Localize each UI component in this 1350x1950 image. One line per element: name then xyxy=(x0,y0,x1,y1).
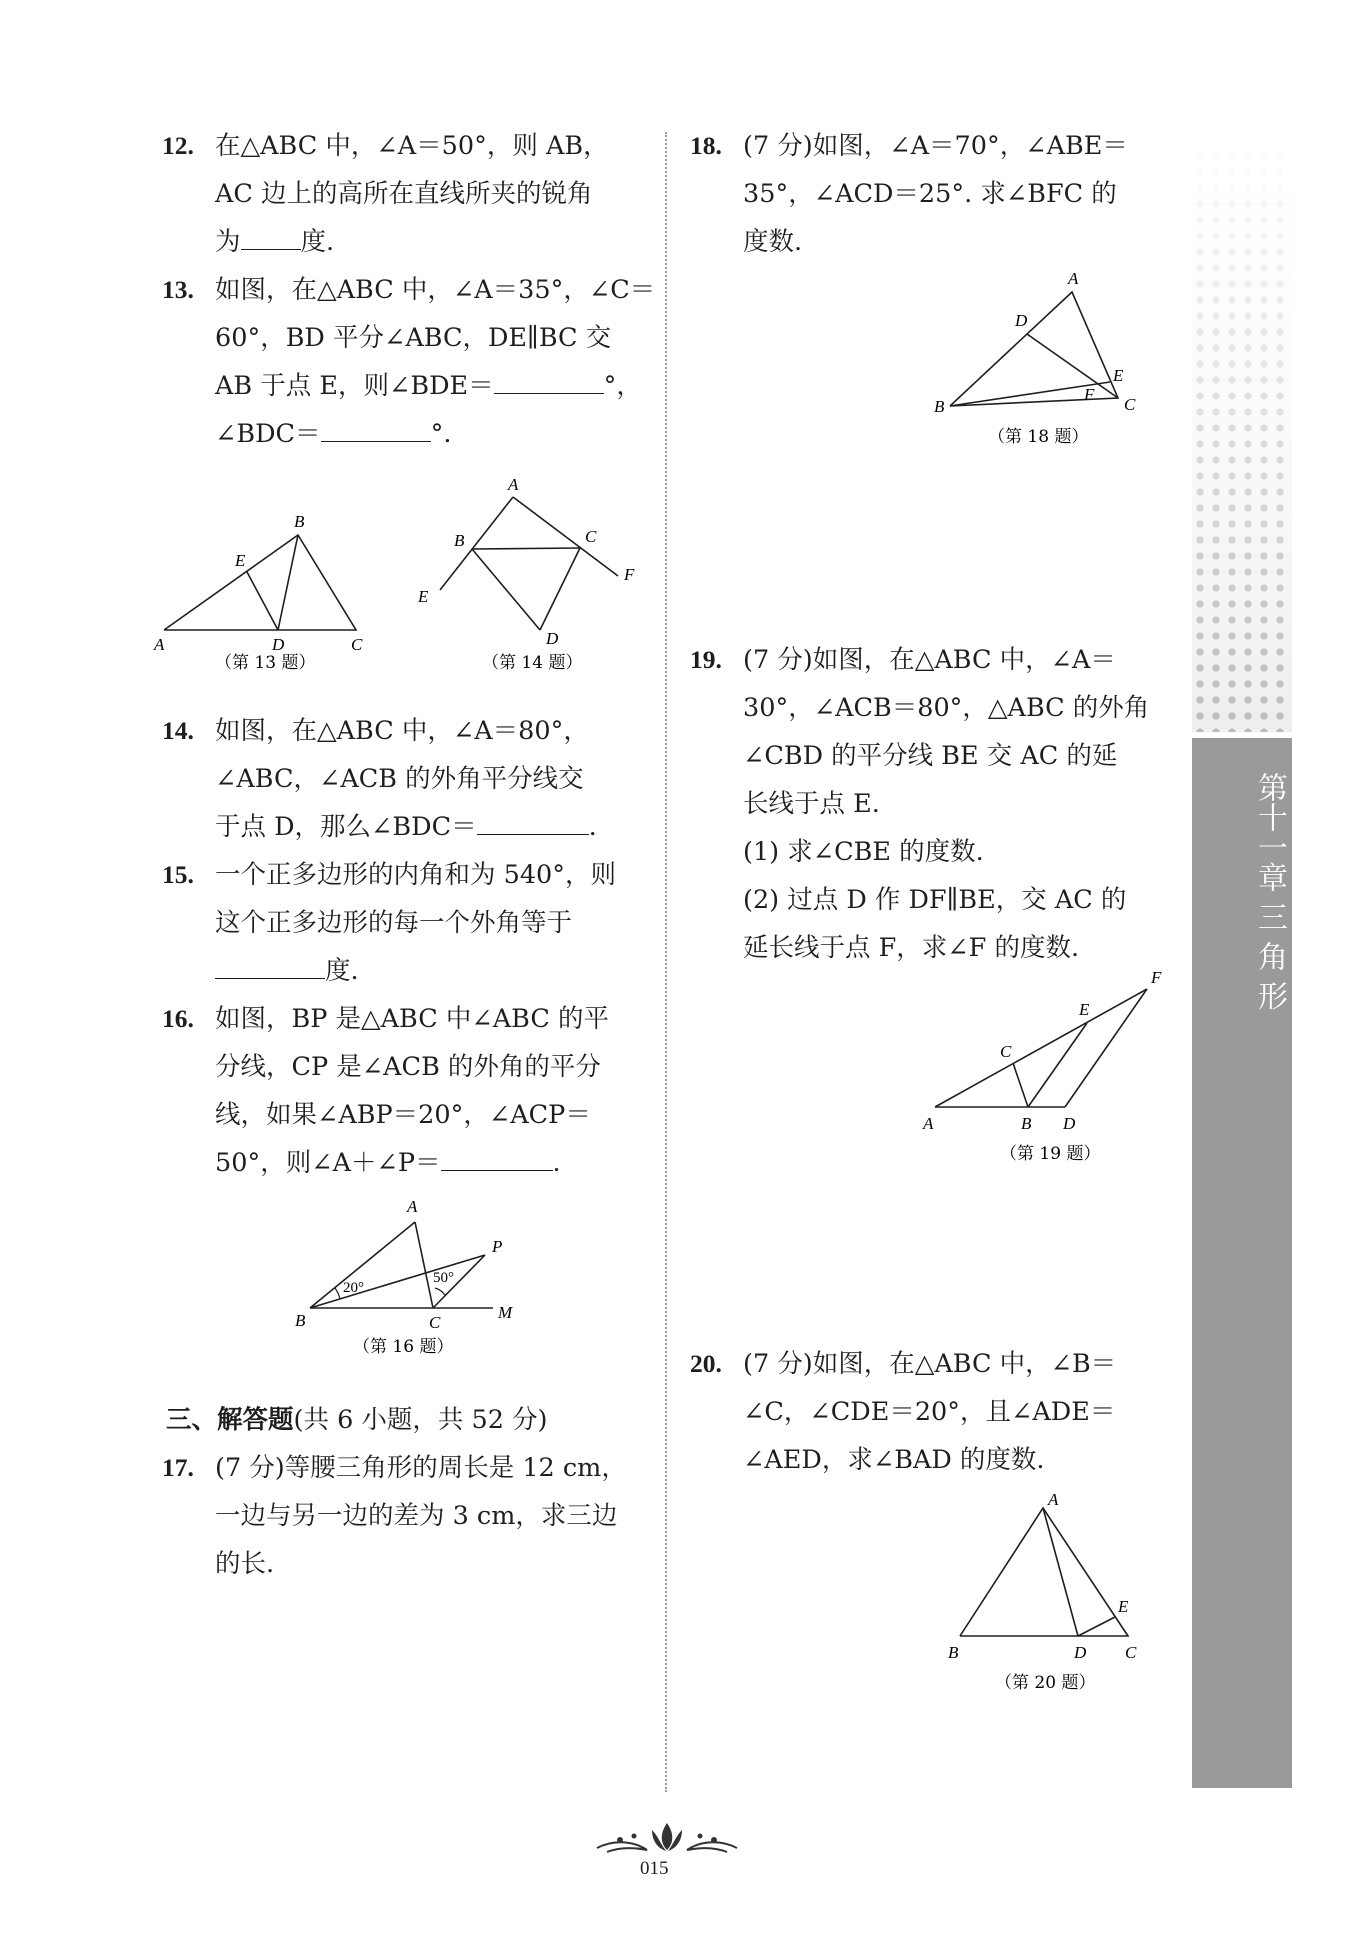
question-17 xyxy=(162,1444,627,1588)
figure-caption: （第 14 题） xyxy=(482,653,583,673)
question-text-line: 于点 D，那么∠BDC＝ . xyxy=(215,803,597,851)
question-text-line: 如图，在△ABC 中，∠A＝80°， xyxy=(215,716,589,746)
question-text-line: 长线于点 E. xyxy=(743,789,880,819)
segment-be xyxy=(1028,1023,1087,1107)
point-label-c: C xyxy=(1000,1042,1012,1061)
question-text-line: (2) 过点 D 作 DF∥BE，交 AC 的 xyxy=(743,885,1127,915)
question-text-line: 的长. xyxy=(215,1549,275,1579)
question-text-line: 在△ABC 中，∠A＝50°，则 AB， xyxy=(215,131,609,161)
question-number: 15. xyxy=(162,860,194,889)
question-text-line: 35°，∠ACD＝25°. 求∠BFC 的 xyxy=(743,179,1117,209)
point-label-c: C xyxy=(585,527,597,546)
point-label-b: B xyxy=(454,531,465,550)
section-heading: 三、解答题(共 6 小题，共 52 分) xyxy=(166,1405,548,1435)
figure-18 xyxy=(920,270,1140,464)
question-text-line: (7 分)如图，∠A＝70°，∠ABE＝ xyxy=(743,131,1128,161)
ray-af xyxy=(513,497,618,576)
question-number: 13. xyxy=(162,275,194,304)
answer-blank[interactable] xyxy=(494,365,604,394)
answer-blank[interactable] xyxy=(241,221,301,250)
point-label-e: E xyxy=(1113,366,1124,385)
segment-bd xyxy=(278,535,298,630)
question-16 xyxy=(162,995,609,1187)
point-label-d: D xyxy=(1015,311,1028,330)
question-text-line: ∠BDC＝ °. xyxy=(215,410,655,458)
figure-13 xyxy=(150,510,380,684)
question-text-line: (7 分)如图，在△ABC 中，∠A＝ xyxy=(743,645,1116,675)
question-text-line: AC 边上的高所在直线所夹的锐角 xyxy=(215,179,593,209)
point-label-e: E xyxy=(1079,1000,1090,1019)
question-text-line: 如图，在△ABC 中，∠A＝35°，∠C＝ xyxy=(215,275,656,305)
question-14 xyxy=(162,707,597,851)
angle-label-acp: 50° xyxy=(433,1270,454,1286)
figure-caption: （第 20 题） xyxy=(995,1673,1096,1693)
question-text-line: AB 于点 E，则∠BDE＝ °， xyxy=(215,362,655,410)
segment-de xyxy=(247,572,278,630)
figure-caption: （第 19 题） xyxy=(1000,1144,1101,1164)
question-text-line: 度数. xyxy=(743,227,803,257)
point-label-b: B xyxy=(948,1643,959,1662)
segment-ad xyxy=(1043,1508,1078,1636)
point-label-f: F xyxy=(624,565,635,584)
point-label-a: A xyxy=(508,475,519,494)
figure-14 xyxy=(410,472,650,686)
point-label-d: D xyxy=(272,635,285,654)
answer-blank[interactable] xyxy=(321,413,431,442)
point-label-c: C xyxy=(1124,395,1136,414)
question-13 xyxy=(162,266,655,458)
question-text-line: ∠AED，求∠BAD 的度数. xyxy=(743,1445,1045,1475)
segment-de xyxy=(1078,1617,1115,1636)
chapter-side-tab xyxy=(1192,132,1292,1788)
figure-18-diagram xyxy=(920,270,1140,460)
point-label-a: A xyxy=(923,1114,934,1133)
triangle-abc xyxy=(164,535,356,630)
question-text-line: 如图，BP 是△ABC 中∠ABC 的平 xyxy=(215,1004,609,1034)
point-label-m: M xyxy=(498,1303,513,1322)
question-number: 12. xyxy=(162,131,194,160)
point-label-a: A xyxy=(1068,269,1079,288)
question-text-line: (7 分)如图，在△ABC 中，∠B＝ xyxy=(743,1349,1117,1379)
question-number: 14. xyxy=(162,716,194,745)
page-number: 015 xyxy=(640,1858,669,1879)
point-label-f: F xyxy=(1084,385,1095,404)
figure-20 xyxy=(940,1490,1140,1704)
question-text-line: 一个正多边形的内角和为 540°，则 xyxy=(215,860,617,890)
figure-14-diagram xyxy=(410,472,650,682)
answer-blank[interactable] xyxy=(441,1142,553,1171)
answer-blank[interactable] xyxy=(215,950,325,979)
question-text-line: 50°，则∠A＋∠P＝ . xyxy=(215,1139,609,1187)
figure-caption: （第 18 题） xyxy=(988,427,1089,447)
question-text-line: (1) 求∠CBE 的度数. xyxy=(743,837,984,867)
point-label-d: D xyxy=(1074,1643,1087,1662)
point-label-f: F xyxy=(1151,968,1162,987)
question-text-line: ∠CBD 的平分线 BE 交 AC 的延 xyxy=(743,741,1118,771)
question-number: 16. xyxy=(162,1004,194,1033)
point-label-p: P xyxy=(492,1237,503,1256)
figure-16 xyxy=(285,1190,525,1364)
question-text-line: 为 度. xyxy=(215,218,609,266)
question-text-line: 线，如果∠ABP＝20°，∠ACP＝ xyxy=(215,1100,591,1130)
point-label-a: A xyxy=(1048,1490,1059,1509)
point-label-e: E xyxy=(1118,1597,1129,1616)
question-text-line: 延长线于点 F，求∠F 的度数. xyxy=(743,933,1080,963)
figure-caption: （第 16 题） xyxy=(353,1337,454,1357)
triangle-abc xyxy=(960,1508,1128,1636)
figure-16-diagram xyxy=(285,1190,525,1360)
answer-blank[interactable] xyxy=(477,806,589,835)
point-label-a: A xyxy=(407,1197,418,1216)
figure-20-diagram xyxy=(940,1490,1140,1700)
figure-19-diagram xyxy=(915,965,1175,1175)
point-label-e: E xyxy=(418,587,429,606)
question-text-line: 度. xyxy=(215,947,616,995)
question-number: 18. xyxy=(690,131,722,160)
decorative-dot-pattern xyxy=(1192,132,1292,732)
angle-arc xyxy=(335,1288,340,1299)
ray-ae xyxy=(440,497,513,590)
segment-bd xyxy=(472,549,540,630)
point-label-c: C xyxy=(429,1313,441,1332)
chapter-title: 第十一章 三 角 形 xyxy=(1252,772,1287,1011)
point-label-d: D xyxy=(546,629,559,648)
question-text-line: (7 分)等腰三角形的周长是 12 cm， xyxy=(215,1453,627,1483)
question-19 xyxy=(690,636,1149,972)
question-20 xyxy=(690,1340,1116,1484)
question-12 xyxy=(162,122,609,266)
question-number: 17. xyxy=(162,1453,194,1482)
column-divider xyxy=(665,132,667,1792)
question-15 xyxy=(162,851,616,995)
segment-bc xyxy=(472,548,580,549)
figure-19 xyxy=(915,965,1175,1179)
question-18 xyxy=(690,122,1128,266)
question-text-line: 30°，∠ACB＝80°，△ABC 的外角 xyxy=(743,693,1150,723)
point-label-a: A xyxy=(154,635,165,654)
figure-13-diagram xyxy=(150,510,380,680)
segment-ac xyxy=(415,1222,433,1308)
question-text-line: ∠ABC，∠ACB 的外角平分线交 xyxy=(215,764,584,794)
point-label-b: B xyxy=(294,512,305,531)
question-number: 20. xyxy=(690,1349,722,1378)
question-text-line: 分线，CP 是∠ACB 的外角的平分 xyxy=(215,1052,601,1082)
segment-df xyxy=(1065,989,1147,1107)
point-label-d: D xyxy=(1063,1114,1076,1133)
question-number: 19. xyxy=(690,645,722,674)
point-label-e: E xyxy=(235,551,246,570)
point-label-c: C xyxy=(1125,1643,1137,1662)
question-text-line: 60°，BD 平分∠ABC，DE∥BC 交 xyxy=(215,323,612,353)
segment-cd xyxy=(540,548,580,630)
point-label-c: C xyxy=(351,635,363,654)
point-label-b: B xyxy=(934,397,945,416)
point-label-b: B xyxy=(295,1311,306,1330)
figure-caption: （第 13 题） xyxy=(215,653,316,673)
question-text-line: ∠C，∠CDE＝20°，且∠ADE＝ xyxy=(743,1397,1116,1427)
segment-cb xyxy=(1013,1063,1028,1107)
point-label-b: B xyxy=(1021,1114,1032,1133)
angle-label-abp: 20° xyxy=(343,1280,364,1296)
question-text-line: 一边与另一边的差为 3 cm，求三边 xyxy=(215,1501,618,1531)
flourish-icon xyxy=(592,1818,742,1863)
angle-arc xyxy=(435,1288,445,1295)
question-text-line: 这个正多边形的每一个外角等于 xyxy=(215,908,573,938)
